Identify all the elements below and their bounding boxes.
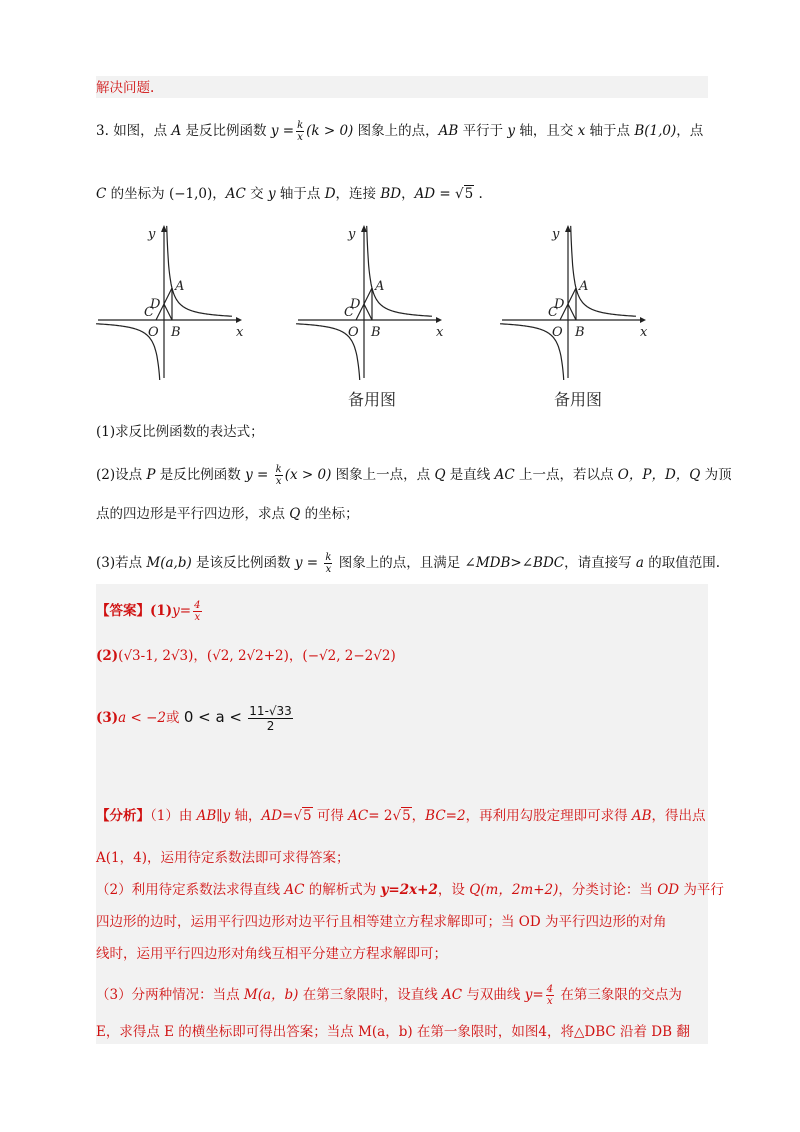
label-y: y bbox=[148, 227, 156, 242]
fraction-k-over-x: $\frac{k}{x}$ bbox=[297, 120, 304, 143]
label-o: O bbox=[552, 325, 563, 340]
hyperbola-branch-q1 bbox=[367, 226, 432, 316]
label-b: B bbox=[371, 325, 381, 340]
label-o: O bbox=[148, 325, 159, 340]
analysis-label: 【分析】 bbox=[96, 808, 150, 824]
question-1: (1)求反比例函数的表达式； bbox=[96, 424, 264, 440]
answer-line-1: 【答案】(1)y= $\frac{4}{x}$ bbox=[96, 600, 201, 623]
fraction-4-over-x: $\frac{4}{x}$ bbox=[194, 600, 201, 623]
analysis-line-1: 【分析】（1）由 AB∥y 轴，AD=√5 可得 AC= 2√5，BC=2，再利用勾股定理即可求得 AB，得出点 bbox=[96, 808, 706, 824]
y-axis-arrow bbox=[161, 225, 167, 232]
answer-line-3: (3)a < −2或 0 < a < $\frac{11-√33}{2}$ bbox=[96, 704, 292, 733]
question-2-line-2: 点的四边形是平行四边形，求点 Q 的坐标； bbox=[96, 506, 359, 522]
label-y: y bbox=[552, 227, 560, 242]
hyperbola-branch-q1 bbox=[571, 226, 636, 316]
figure-caption-1: 备用图 bbox=[348, 390, 397, 409]
analysis-line-2: A(1，4)，运用待定系数法即可求得答案； bbox=[96, 850, 350, 866]
label-x: x bbox=[436, 325, 444, 340]
fraction-k-over-x: $\frac{k}{x}$ bbox=[325, 552, 332, 575]
label-a: A bbox=[579, 279, 589, 294]
figure-main bbox=[96, 220, 256, 380]
analysis-line-6: （3）分两种情况：当点 M(a，b) 在第三象限时，设直线 AC 与双曲线 y= $\frac{4}{x}$ 在第三象限的交点为 bbox=[96, 984, 682, 1007]
label-a: A bbox=[375, 279, 385, 294]
hyperbola-branch-q1 bbox=[167, 226, 232, 316]
fraction-answer-3: $\frac{11-√33}{2}$ bbox=[249, 704, 292, 733]
label-b: B bbox=[171, 325, 181, 340]
analysis-line-3: （2）利用待定系数法求得直线 AC 的解析式为 y=2x+2，设 Q(m，2m+2)，分类讨论：当 OD 为平行 bbox=[96, 882, 724, 898]
label-x: x bbox=[236, 325, 244, 340]
answer-label: 【答案】 bbox=[96, 603, 150, 619]
analysis-line-4: 四边形的边时，运用平行四边形对边平行且相等建立方程求解即可；当 OD 为平行四边形的对角 bbox=[96, 914, 667, 930]
graph-group bbox=[500, 225, 648, 380]
y-axis-arrow bbox=[565, 225, 571, 232]
figure-spare-2 bbox=[500, 220, 660, 380]
segment-bd bbox=[164, 304, 172, 320]
segment-bd bbox=[364, 304, 372, 320]
problem-number: 3. bbox=[96, 123, 109, 139]
fraction-k-over-x: $\frac{k}{x}$ bbox=[275, 464, 282, 487]
label-c: C bbox=[548, 305, 558, 320]
analysis-line-5: 线时，运用平行四边形对角线互相平分建立方程求解即可； bbox=[96, 946, 447, 962]
label-o: O bbox=[348, 325, 359, 340]
label-c: C bbox=[344, 305, 354, 320]
problem-line-2: C 的坐标为 (−1,0)，AC 交 y 轴于点 D，连接 BD，AD = √5 . bbox=[96, 186, 483, 202]
label-a: A bbox=[175, 279, 185, 294]
x-axis-arrow bbox=[236, 317, 242, 323]
label-y: y bbox=[348, 227, 356, 242]
segment-bd bbox=[568, 304, 576, 320]
problem-line-1: 3. 如图，点 A 是反比例函数 y = $\frac{k}{x}$ (k > 0) 图象上的点，AB 平行于 y 轴，且交 x 轴于点 B(1,0)，点 bbox=[96, 120, 704, 143]
label-b: B bbox=[575, 325, 585, 340]
analysis-line-7: E，求得点 E 的横坐标即可得出答案；当点 M(a，b) 在第一象限时，如图4，将△DBC 沿着 DB 翻 bbox=[96, 1024, 690, 1040]
question-2-line-1: (2)设点 P 是反比例函数 y = $\frac{k}{x}$ (x > 0) 图象上一点，点 Q 是直线 AC 上一点，若以点 O，P，D，Q 为顶 bbox=[96, 464, 732, 487]
x-axis-arrow bbox=[640, 317, 646, 323]
question-3: (3)若点 M(a,b) 是该反比例函数 y = $\frac{k}{x}$ 图象上的点，且满足 ∠MDB>∠BDC，请直接写 a 的取值范围. bbox=[96, 552, 721, 575]
top-band bbox=[96, 76, 708, 98]
label-x: x bbox=[640, 325, 648, 340]
fraction-4-over-x: $\frac{4}{x}$ bbox=[546, 984, 554, 1007]
graph-group bbox=[296, 225, 444, 380]
x-axis-arrow bbox=[436, 317, 442, 323]
figure-spare-1 bbox=[296, 220, 456, 380]
top-band-text: 解决问题. bbox=[96, 80, 155, 96]
label-d: D bbox=[150, 297, 161, 312]
label-c: C bbox=[144, 305, 154, 320]
answer-line-2: (2)(√3-1, 2√3)，(√2, 2√2+2)，(−√2, 2−2√2) bbox=[96, 648, 396, 664]
label-d: D bbox=[350, 297, 361, 312]
figure-caption-2: 备用图 bbox=[554, 390, 603, 409]
label-d: D bbox=[554, 297, 565, 312]
y-axis-arrow bbox=[361, 225, 367, 232]
graph-group bbox=[96, 225, 244, 380]
